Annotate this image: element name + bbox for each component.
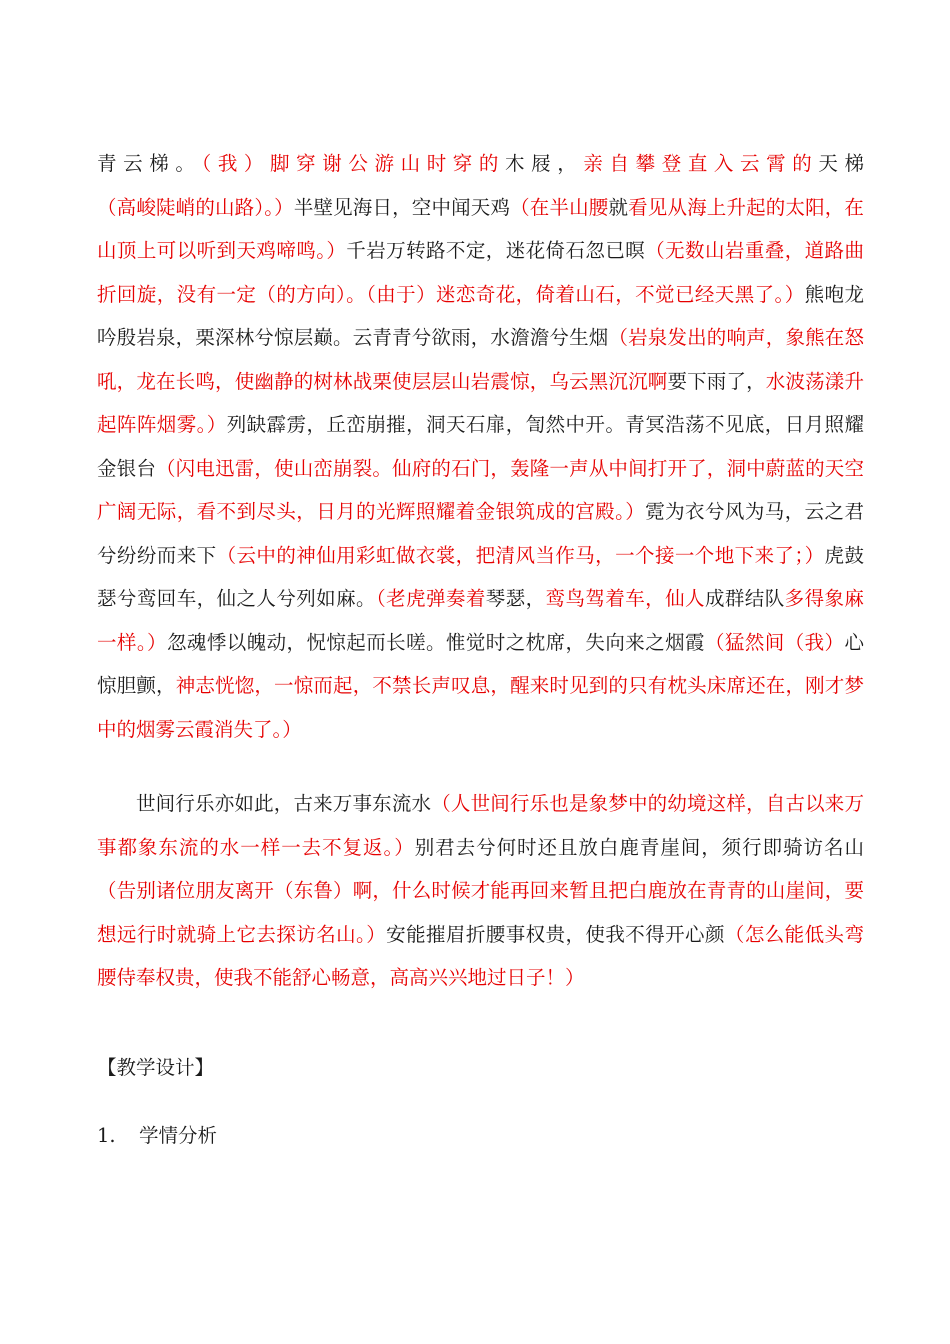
original-text-segment: 天梯 (818, 152, 864, 175)
original-text-segment: 木屐， (505, 152, 584, 175)
translation-segment: （告别诸位朋友离开（东鲁）啊，什么时候才能再回来暂且把白鹿 (97, 879, 668, 902)
original-text-segment: 熊咆龙吟殷岩泉，栗深林兮惊层巅。云青青兮欲雨，水澹澹兮生烟 (97, 282, 864, 349)
original-text-segment: 安能摧眉折腰事权贵，使我不得开心颜 (386, 922, 725, 946)
section-heading: 【教学设计】 (97, 1056, 215, 1079)
translation-segment: 放在青青的山崖间，要想远行时就骑上它去探访名山。） (97, 879, 864, 946)
numbered-item (97, 1116, 217, 1156)
item-number: 1. (97, 1124, 116, 1147)
translation-segment: （猛然间（我） (704, 630, 845, 654)
translation-segment: （人世间行乐也是象梦中的幼境这样，自古以来万事都象东流的水一样一去不复返。） (97, 792, 864, 859)
translation-segment: （怎么能低头弯腰侍奉权贵，使我不能舒心畅意，高高兴兴地过日子！） (97, 922, 864, 989)
original-text-segment: 心惊胆颤， (97, 630, 864, 697)
translation-segment: （高峻陡峭的山路）。） (97, 195, 294, 219)
original-text-segment: 千岩万转路不定，迷花倚石忽已暝 (346, 239, 646, 262)
original-text-segment: 青云梯。 (97, 152, 202, 175)
translation-segment: （云中的神仙用彩虹做衣裳，把清风当作马，一个接一个地下来了；） (216, 543, 825, 567)
original-text-segment: 列缺霹雳，丘峦崩摧，洞天石扉，訇然中开。青冥浩荡不见底，日月照耀金银台 (97, 413, 864, 480)
translation-segment: 水波荡漾升起阵阵烟雾。） (97, 369, 864, 436)
translation-segment: （在半山腰 (510, 195, 609, 219)
original-text-segment: 成群结队 (704, 587, 785, 610)
translation-segment: （我）脚穿谢公游山时穿的 (201, 152, 506, 175)
translation-segment: （闪电迅雷，使山峦崩裂。仙府的石门，轰隆一声从中间打开了，洞中蔚蓝的天空广阔无际，看不到尽头，日月的光辉照耀着金银筑成的宫殿。） (97, 456, 864, 523)
original-text-segment: 就 (608, 195, 629, 219)
translation-segment: （老虎弹奏着 (375, 587, 486, 610)
item-title: 学情分析 (139, 1124, 218, 1147)
translation-segment: 多得象麻一样。） (97, 587, 864, 654)
original-text-segment: 半壁见海日，空中闻天鸡 (293, 195, 511, 219)
translation-segment: 亲自攀登直入云霄的 (583, 152, 819, 175)
original-text-segment: 别君去兮何时还且放白鹿青崖间，须行即骑访名山 (414, 835, 864, 859)
translation-segment: 神志恍惚，一惊而起，不禁长声叹息，醒来时见到的只有枕头床席还在，刚才梦中的烟雾云霞消失了。） (97, 674, 864, 741)
original-text-segment: 忽魂悸以魄动，怳惊起而长嗟。惟觉时之枕席，失向来之烟霞 (166, 630, 705, 654)
poem-paragraph-2 (97, 782, 864, 1000)
original-text-segment: 虎鼓瑟兮鸾回车，仙之人兮列如麻。 (97, 543, 864, 610)
translation-segment: 鸾鸟驾着车，仙人 (545, 587, 705, 610)
translation-segment: 看见从海上升起的太阳，在山顶上可以听到天鸡啼鸣。） (97, 195, 864, 262)
original-text-segment: 霓为衣兮风为马，云之君兮纷纷而来下 (97, 500, 864, 567)
poem-paragraph-1 (97, 142, 864, 751)
translation-segment: （无数山岩重叠，道路曲折回旋，没有一定（的方向）。（由于）迷恋奇花，倚着山石，不觉已经天黑了。） (97, 239, 864, 306)
original-text-segment: 要下雨了， (667, 369, 766, 393)
translation-segment: （岩泉发出的响声，象熊在怒吼，龙在长鸣，使幽静的树林战栗使层层山岩震惊，乌云黑沉沉啊 (97, 326, 864, 393)
original-text-segment: 世间行乐亦如此，古来万事东流水 (136, 792, 432, 815)
original-text-segment: 琴瑟， (485, 587, 546, 610)
